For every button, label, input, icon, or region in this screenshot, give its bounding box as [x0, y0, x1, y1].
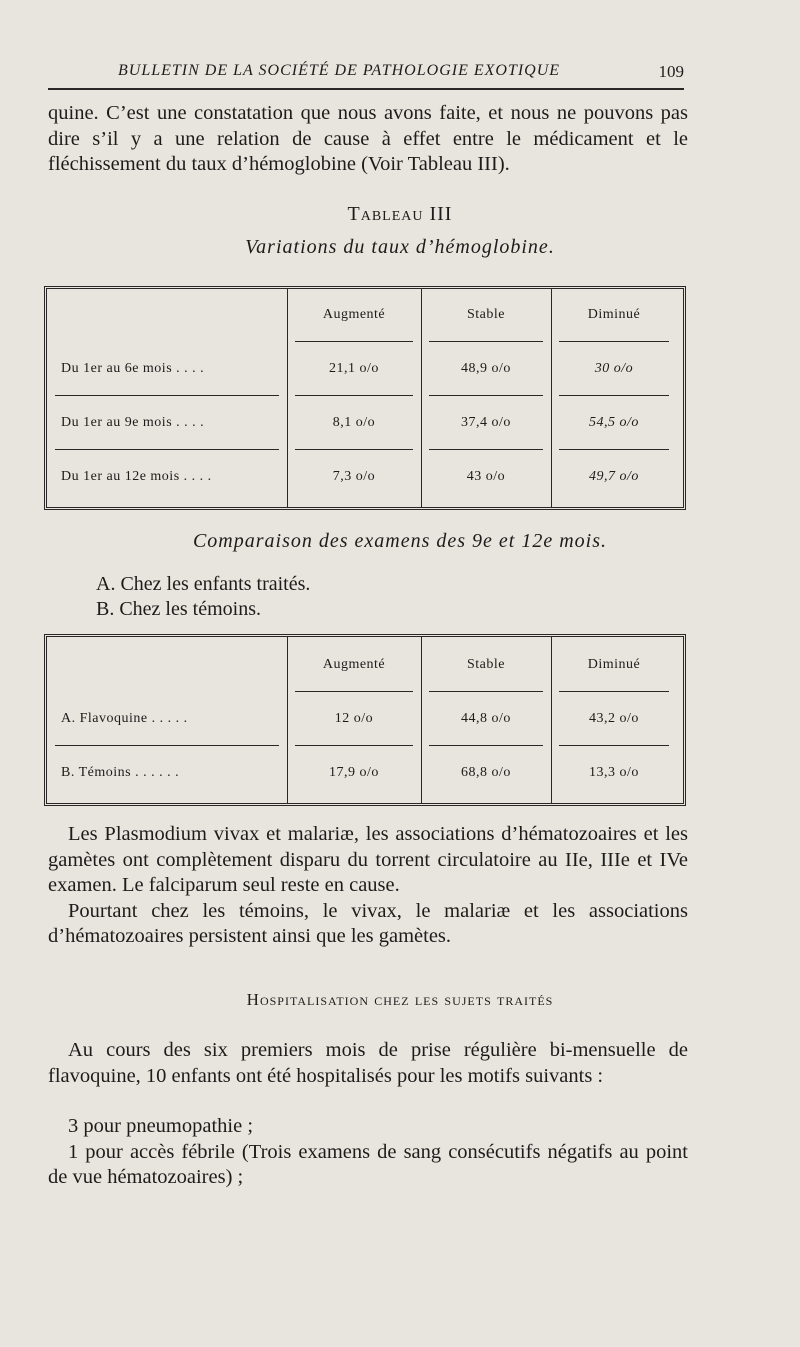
section-heading — [0, 990, 800, 1010]
running-title: BULLETIN DE LA SOCIÉTÉ DE PATHOLOGIE EXOTIQUE — [118, 62, 561, 79]
page-number: 109 — [658, 62, 684, 81]
comparison-title: Comparaison des examens des 9e et 12e mois. — [192, 530, 608, 552]
intro-text: quine. C’est une constatation que nous avons faite, et nous ne pouvons pas dire s’il y a une relation de cause à effet entre le médicament et le fléchissement du taux d’hémoglobine (Voir Tableau III). — [48, 102, 688, 175]
row-label: Du 1er au 12e mois . . . . — [61, 469, 212, 484]
section-heading-text: Hospitalisation chez les sujets traités — [246, 990, 554, 1009]
table-cell: 7,3 o/o — [332, 469, 376, 484]
table-cell: 8,1 o/o — [332, 415, 376, 430]
results-paragraph — [48, 822, 688, 950]
table-hemoglobin — [44, 286, 686, 510]
col-header: Augmenté — [322, 307, 386, 322]
table-cell: 48,9 o/o — [461, 361, 511, 376]
table-cell: 68,8 o/o — [461, 765, 511, 780]
table-cell: 37,4 o/o — [461, 415, 511, 430]
list-item: A. Chez les enfants traités. — [96, 573, 311, 595]
table-cell: 44,8 o/o — [461, 711, 511, 726]
table3-subtitle: Variations du taux d’hémoglobine. — [245, 236, 555, 258]
hospitalisation-text: Au cours des six premiers mois de prise régulière bi-mensuelle de flavoquine, 10 enfants ont été hospitalisés pour les motifs suivants : — [48, 1039, 688, 1087]
table-cell: 43 o/o — [466, 469, 506, 484]
row-label: A. Flavoquine . . . . . — [61, 711, 188, 726]
row-label: Du 1er au 9e mois . . . . — [61, 415, 205, 430]
table-cell: 54,5 o/o — [589, 415, 639, 430]
table-header-row — [47, 307, 683, 331]
col-header: Augmenté — [322, 657, 386, 672]
hospitalisation-paragraph — [48, 1038, 688, 1089]
table-cell: 21,1 o/o — [329, 361, 379, 376]
intro-paragraph — [48, 101, 688, 178]
table-cell: 17,9 o/o — [329, 765, 379, 780]
table-cell: 49,7 o/o — [589, 469, 639, 484]
col-header: Stable — [467, 657, 505, 672]
list-item: 3 pour pneumopathie ; — [68, 1115, 254, 1137]
results-text-1: Les Plasmodium vivax et malariæ, les associations d’hématozoaires et les gamètes ont complètement disparu du torrent circulatoire au IIe, IIIe et IVe examen. Le falciparum seul reste en cause. — [48, 823, 688, 896]
motifs-list — [48, 1114, 688, 1191]
table-cell: 12 o/o — [334, 711, 374, 726]
table-cell: 30 o/o — [594, 361, 634, 376]
table-comparison — [44, 634, 686, 806]
list-item: B. Chez les témoins. — [96, 598, 261, 620]
col-header: Diminué — [587, 307, 641, 322]
row-label: Du 1er au 6e mois . . . . — [61, 361, 205, 376]
table-cell: 13,3 o/o — [589, 765, 639, 780]
table3-label — [0, 203, 800, 226]
col-header: Stable — [467, 307, 505, 322]
comparison-list — [96, 572, 310, 622]
table3-label-text: Tableau III — [347, 203, 453, 225]
col-header: Diminué — [587, 657, 641, 672]
list-item: 1 pour accès fébrile (Trois examens de sang consécutifs négatifs au point de vue hématozoaires) ; — [48, 1140, 688, 1188]
row-label: B. Témoins . . . . . . — [61, 765, 180, 780]
table-cell: 43,2 o/o — [589, 711, 639, 726]
results-text-2: Pourtant chez les témoins, le vivax, le malariæ et les associations d’hématozoaires persistent ainsi que les gamètes. — [48, 899, 688, 947]
running-header — [48, 60, 684, 90]
